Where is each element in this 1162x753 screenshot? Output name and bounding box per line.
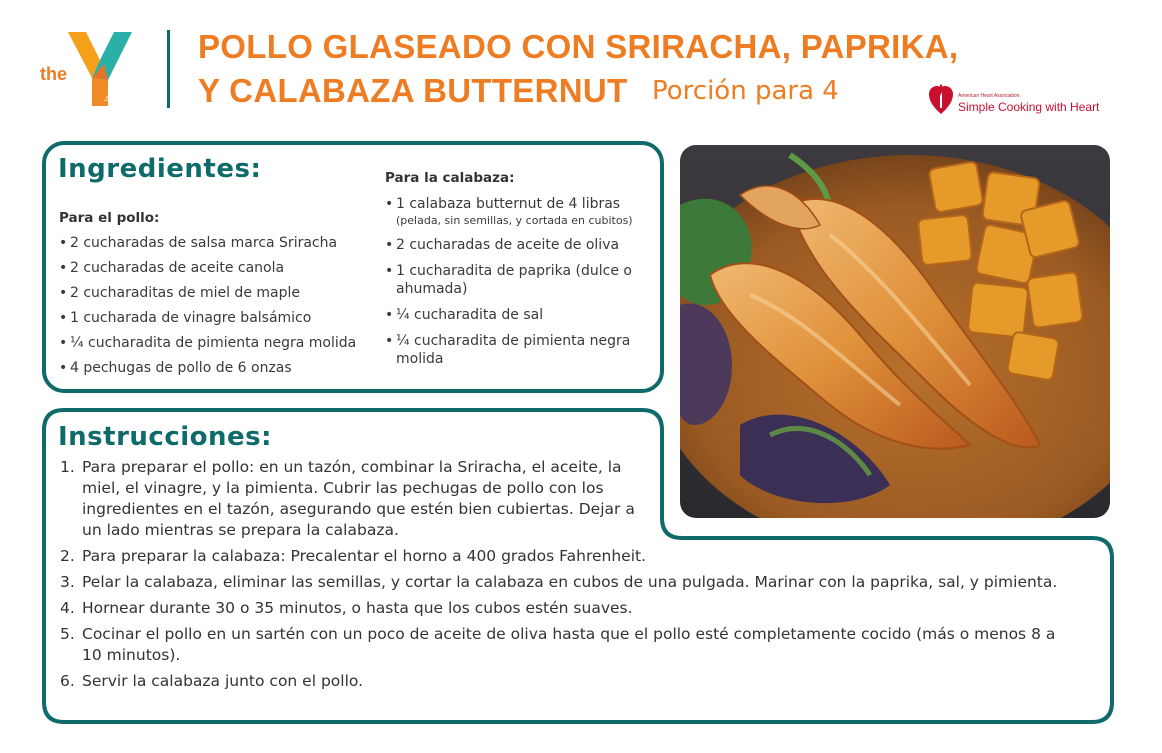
step-text: Pelar la calabaza, eliminar las semillas, y cortar la calabaza en cubos de una pulgada. Marinar con la paprika, sal, y pimienta.: [82, 573, 1058, 591]
step-text: Para preparar el pollo: en un tazón, combinar la Sriracha, el aceite, la miel, el vinagre, y la pimienta. Cubrir las pechugas de pollo con los ingredientes en el tazón, asegurando que estén bien cubiertas. Dejar a un lado mientras se prepara la calabaza.: [82, 458, 635, 539]
ingredient-text: ¼ cucharadita de pimienta negra molida: [396, 333, 631, 367]
squash-ingredients-label: Para la calabaza:: [385, 170, 515, 186]
instructions-heading: Instrucciones:: [58, 422, 273, 452]
instruction-steps: [60, 457, 1060, 697]
squash-ingredient-list: [385, 195, 647, 376]
step-text: Para preparar la calabaza: Precalentar el horno a 400 grados Fahrenheit.: [82, 547, 647, 565]
ingredient-text: 1 calabaza butternut de 4 libras: [396, 196, 621, 212]
list-item: [60, 546, 1060, 567]
step-number: 2.: [60, 547, 75, 565]
list-item: • 2 cucharadas de salsa marca Sriracha: [59, 234, 369, 252]
logo-the-text: the: [40, 64, 67, 84]
step-number: 5.: [60, 625, 75, 643]
list-item: [385, 332, 647, 368]
step-text: Servir la calabaza junto con el pollo.: [82, 672, 364, 690]
step-text: Cocinar el pollo en un sartén con un poco de aceite de oliva hasta que el pollo esté completamente cocido (más o menos 8 a 10 minutos).: [82, 625, 1056, 664]
recipe-title-line-2: Y CALABAZA BUTTERNUT: [198, 72, 628, 109]
ingredient-text: ¼ cucharadita de sal: [396, 307, 544, 323]
list-item: • ¼ cucharadita de pimienta negra molida: [59, 334, 369, 352]
header-divider: [167, 30, 170, 108]
list-item: • 2 cucharaditas de miel de maple: [59, 284, 369, 302]
aha-association-label: American Heart Association.: [958, 93, 1021, 99]
list-item: [385, 262, 647, 298]
aha-program-name: Simple Cooking with Heart: [958, 100, 1100, 114]
step-number: 3.: [60, 573, 75, 591]
step-number: 1.: [60, 458, 75, 476]
list-item: • 4 pechugas de pollo de 6 onzas: [59, 359, 369, 377]
ingredient-text: 1 cucharadita de paprika (dulce o ahumada): [396, 263, 632, 297]
step-text: Hornear durante 30 o 35 minutos, o hasta que los cubos estén suaves.: [82, 599, 633, 617]
list-item: [60, 572, 1060, 593]
list-item: [60, 457, 652, 541]
ingredient-note: (pelada, sin semillas, y cortada en cubitos): [396, 214, 633, 227]
chicken-ingredients-label: Para el pollo:: [59, 210, 160, 226]
list-item: [60, 671, 1060, 692]
recipe-title-line-1: POLLO GLASEADO CON SRIRACHA, PAPRIKA,: [198, 28, 959, 65]
chicken-ingredient-list: [59, 234, 369, 384]
serving-size: Porción para 4: [652, 76, 839, 106]
list-item: • 1 cucharada de vinagre balsámico: [59, 309, 369, 327]
heart-torch-icon: [928, 82, 954, 120]
list-item: [385, 306, 647, 324]
list-item: [60, 598, 1060, 619]
list-item: [60, 624, 1060, 666]
ingredient-text: 2 cucharadas de aceite de oliva: [396, 237, 620, 253]
step-number: 4.: [60, 599, 75, 617]
logo-ymca-text: YMCA: [103, 85, 118, 105]
list-item: [385, 236, 647, 254]
list-item: • 2 cucharadas de aceite canola: [59, 259, 369, 277]
ingredients-heading: Ingredientes:: [58, 154, 262, 184]
step-number: 6.: [60, 672, 75, 690]
list-item: [385, 195, 647, 228]
